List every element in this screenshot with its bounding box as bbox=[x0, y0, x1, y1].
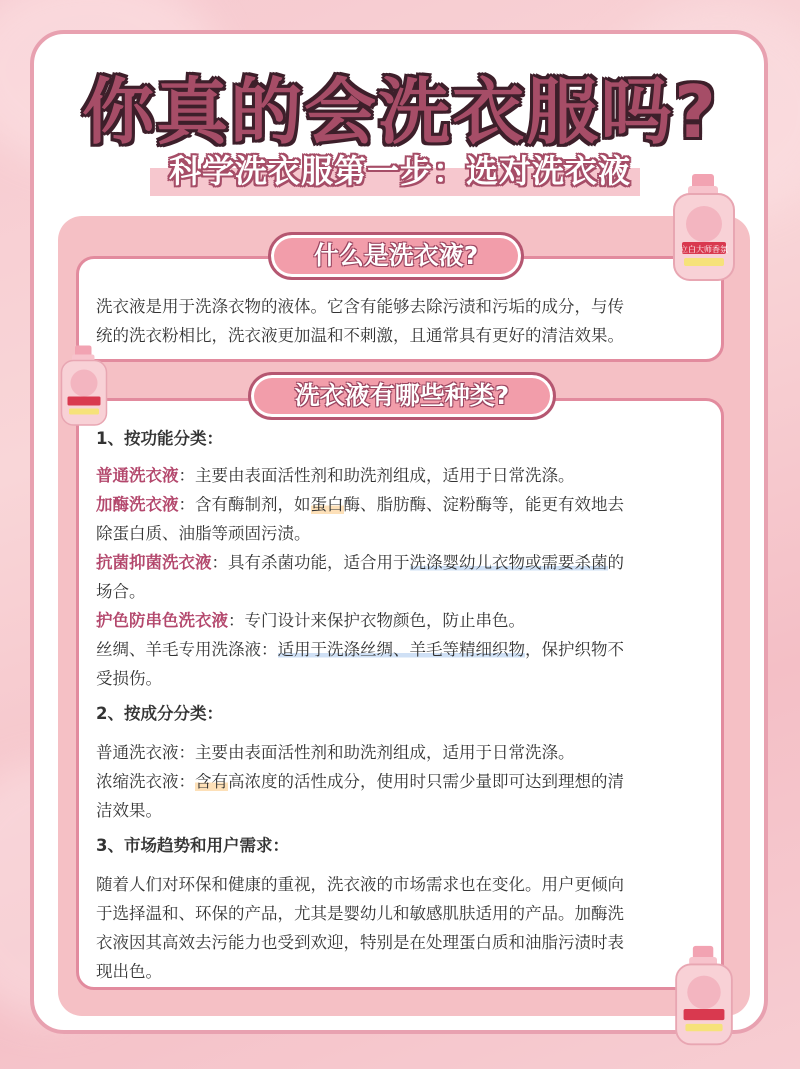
highlight-text: 蛋白 bbox=[310, 495, 344, 514]
section-heading-types: 洗衣液有哪些种类? bbox=[248, 372, 556, 420]
type-desc: 场合。 bbox=[96, 582, 146, 601]
page-subtitle: 科学洗衣服第一步：选对洗衣液 bbox=[168, 152, 631, 190]
text-line: 洗衣液是用于洗涤衣物的液体。它含有能够去除污渍和污垢的成分，与传 bbox=[96, 297, 624, 316]
type-desc: ，保护织物不 bbox=[525, 640, 624, 659]
underline-text: 洗涤婴幼儿衣物或需要杀菌 bbox=[409, 553, 608, 572]
type-desc: 洁效果。 bbox=[96, 801, 162, 820]
brand-label: 立白大师香氛 bbox=[680, 245, 728, 254]
text-line: 统的洗衣粉相比，洗衣液更加温和不刺激，且通常具有更好的清洁效果。 bbox=[96, 326, 624, 345]
type-key: 普通洗衣液 bbox=[96, 466, 179, 485]
product-bottle-image bbox=[56, 344, 112, 428]
type-desc: 除蛋白质、油脂等顽固污渍。 bbox=[96, 524, 311, 543]
type-key: 抗菌抑菌洗衣液 bbox=[96, 553, 212, 572]
type-desc: 普通洗衣液：主要由表面活性剂和助洗剂组成，适用于日常洗涤。 bbox=[96, 743, 575, 762]
subheading-function: 1、按功能分类： bbox=[96, 424, 223, 453]
text-line: 衣液因其高效去污能力也受到欢迎，特别是在处理蛋白质和油脂污渍时表 bbox=[96, 933, 624, 952]
subheading-ingredient: 2、按成分分类： bbox=[96, 699, 223, 728]
product-bottle-image bbox=[668, 172, 740, 284]
section-types-content bbox=[96, 424, 716, 986]
type-desc: 浓缩洗衣液： bbox=[96, 772, 195, 791]
text-line: 现出色。 bbox=[96, 962, 162, 981]
section-heading-what: 什么是洗衣液? bbox=[268, 232, 524, 280]
type-key: 护色防串色洗衣液 bbox=[96, 611, 228, 630]
type-desc: 高浓度的活性成分，使用时只需少量即可达到理想的清 bbox=[228, 772, 624, 791]
type-desc: 受损伤。 bbox=[96, 669, 162, 688]
highlight-text: 含有 bbox=[195, 772, 228, 791]
type-desc: ：具有杀菌功能，适合用于 bbox=[211, 553, 410, 572]
section-what-text bbox=[96, 292, 708, 350]
type-desc: ：含有酶制剂，如 bbox=[178, 495, 311, 514]
type-desc: 的 bbox=[607, 553, 624, 572]
type-key: 加酶洗衣液 bbox=[96, 495, 179, 514]
type-desc: ：专门设计来保护衣物颜色，防止串色。 bbox=[228, 611, 525, 630]
type-desc: ：主要由表面活性剂和助洗剂组成，适用于日常洗涤。 bbox=[178, 466, 575, 485]
product-bottle-image bbox=[668, 944, 740, 1048]
underline-text: 适用于洗涤丝绸、羊毛等精细织物 bbox=[277, 640, 525, 659]
text-line: 于选择温和、环保的产品，尤其是婴幼儿和敏感肌肤适用的产品。加酶洗 bbox=[96, 904, 624, 923]
type-desc: 酶、脂肪酶、淀粉酶等，能更有效地去 bbox=[343, 495, 624, 514]
text-line: 随着人们对环保和健康的重视，洗衣液的市场需求也在变化。用户更倾向 bbox=[96, 875, 624, 894]
subheading-trends: 3、市场趋势和用户需求： bbox=[96, 831, 289, 860]
type-desc: 丝绸、羊毛专用洗涤液： bbox=[96, 640, 278, 659]
page-title: 你真的会洗衣服吗? bbox=[82, 70, 718, 154]
